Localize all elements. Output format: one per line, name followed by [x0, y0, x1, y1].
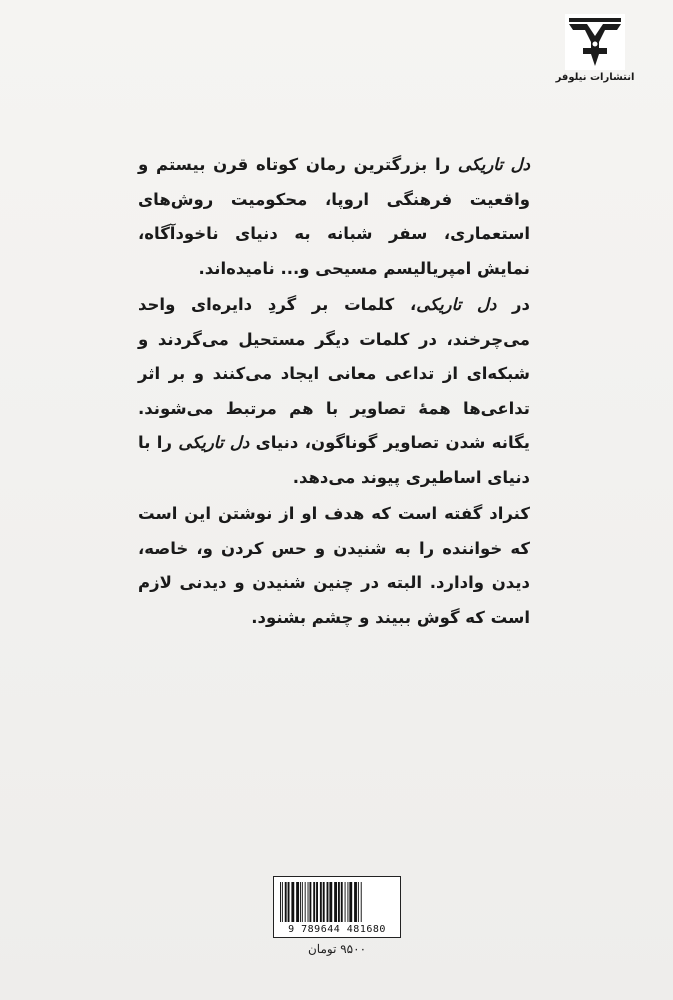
barcode-bar: [285, 882, 287, 922]
blurb-text-span: را با دنیای اساطیری پیوند می‌دهد.: [138, 433, 530, 487]
isbn-barcode: [273, 876, 401, 938]
blurb-paragraph-1: [138, 148, 530, 286]
barcode-bar: [309, 882, 311, 922]
barcode-bar: [329, 882, 332, 922]
book-title-italic: دل تاریکی: [178, 433, 250, 452]
barcode-bar: [291, 882, 294, 922]
barcode-bar: [305, 882, 306, 922]
barcode-bar: [323, 882, 325, 922]
book-title-italic: دل تاریکی: [457, 155, 530, 174]
publisher-logo: [555, 14, 635, 83]
blurb-text-span: در: [496, 295, 530, 314]
barcode-bar: [345, 882, 346, 922]
blurb-text-span: ، کلمات بر گردِ دایره‌ای واحد می‌چرخند، در کلمات دیگر مستحیل می‌گردند و شبکه‌ای از تداعی معانی ایجاد می‌کنند و بر اثر تداعی‌ها همهٔ تصاویر با هم مرتبط می‌شوند. یگانه شدن تصاویر گوناگون، دنیای: [138, 295, 530, 452]
barcode-bar: [327, 882, 329, 922]
barcode-bar: [334, 882, 337, 922]
barcode-bar: [302, 882, 303, 922]
barcode-bar: [308, 882, 309, 922]
barcode-bar: [354, 882, 357, 922]
barcode-bar: [349, 882, 352, 922]
barcode-bar: [361, 882, 362, 922]
book-title-italic: دل تاریکی: [416, 295, 497, 314]
blurb-text: [138, 148, 530, 635]
blurb-paragraph-2: [138, 288, 530, 495]
barcode-bar: [282, 882, 283, 922]
barcode-bars: [278, 882, 398, 922]
barcode-bar: [341, 882, 343, 922]
barcode-bar: [358, 882, 359, 922]
blurb-text-span: را بزرگترین رمان کوتاه قرن بیستم و واقعیت فرهنگی اروپا، محکومیت روش‌های استعماری، سفر شبانه به دنیای ناخودآگاه، نمایش امپریالیسم مسیحی و... نامیده‌اند.: [138, 155, 530, 278]
barcode-bar: [313, 882, 315, 922]
barcode-bar: [347, 882, 348, 922]
barcode-bar: [288, 882, 290, 922]
barcode-bar: [300, 882, 301, 922]
barcode-bar: [320, 882, 322, 922]
price-label: ۹۵۰۰ تومان: [307, 942, 367, 956]
publisher-name: انتشارات نیلوفر: [555, 72, 635, 83]
lotus-logo-icon: [565, 14, 625, 70]
barcode-bar: [296, 882, 299, 922]
barcode-bar: [338, 882, 340, 922]
barcode-bar: [316, 882, 318, 922]
isbn-number: 9 789644 481680: [288, 924, 386, 935]
blurb-paragraph-3: کنراد گفته است که هدف او از نوشتن این است که خواننده را به شنیدن و حس کردن و، خاصه، دیدن وادارد. البته در چنین شنیدن و دیدنی لازم است که گوش ببیند و چشم بشنود.: [138, 504, 530, 627]
barcode-bar: [280, 882, 281, 922]
